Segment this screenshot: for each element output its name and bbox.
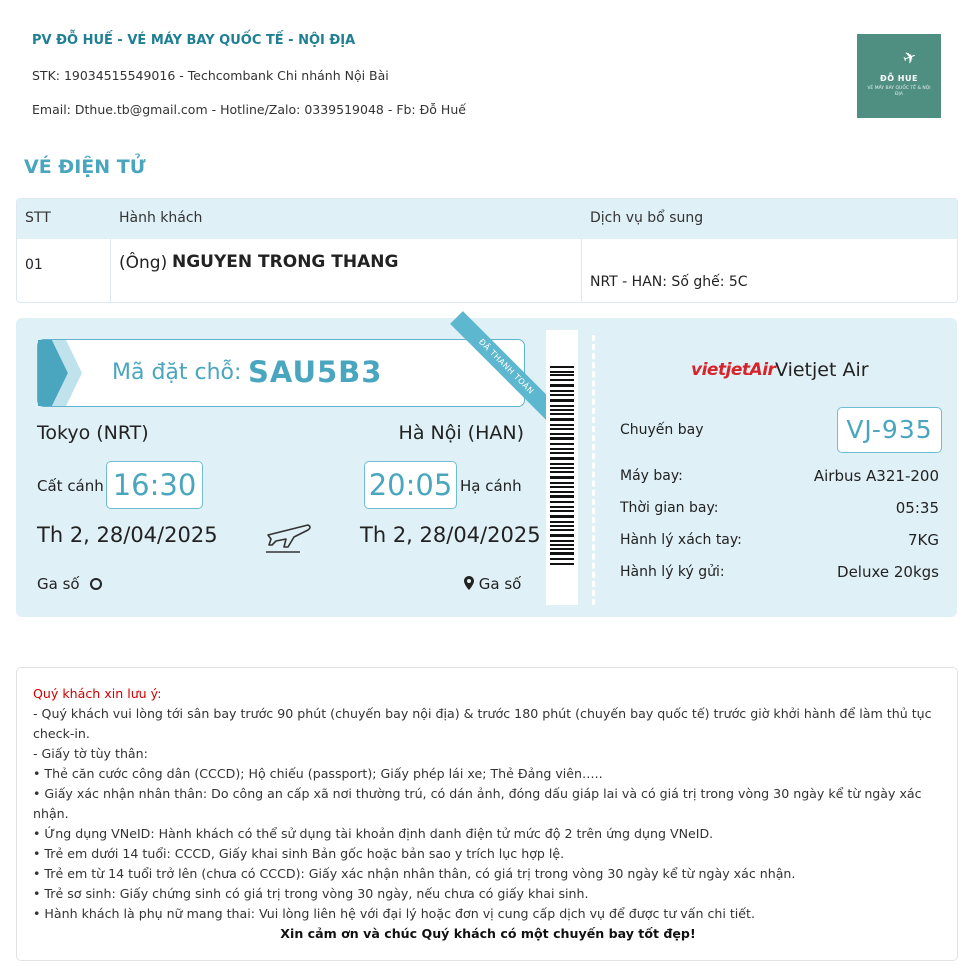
- notes-line: • Hành khách là phụ nữ mang thai: Vui lòng liên hệ với đại lý hoặc đơn vị cung cấp dịch vụ để được tư vấn chi tiết.: [33, 906, 756, 921]
- arrive-time: 20:05: [364, 461, 457, 509]
- checked-baggage-label: Hành lý ký gửi:: [620, 564, 725, 580]
- arrive-label: Hạ cánh: [460, 477, 522, 495]
- row-service: NRT - HAN: Số ghế: 5C: [590, 274, 748, 290]
- carry-on-value: 7KG: [907, 531, 939, 549]
- flight-number: VJ-935: [837, 407, 942, 453]
- depart-label: Cất cánh: [37, 477, 104, 495]
- section-title: VÉ ĐIỆN TỬ: [24, 156, 146, 178]
- notes-line: - Giấy tờ tùy thân:: [33, 746, 148, 761]
- gate-origin: [37, 575, 102, 593]
- booking-code-box: [37, 337, 536, 407]
- airplane-icon: [264, 515, 312, 555]
- header-services: Dịch vụ bổ sung: [590, 210, 704, 226]
- row-stt: 01: [25, 257, 43, 273]
- gate-destination: [464, 575, 521, 593]
- barcode: [546, 330, 578, 605]
- passenger-table: [16, 198, 958, 303]
- gate-origin-label: Ga số: [37, 575, 80, 593]
- aircraft-value: Airbus A321-200: [813, 467, 939, 485]
- chevron-arrows-icon: [38, 340, 98, 406]
- notes-line: - Quý khách vui lòng tới sân bay trước 90 phút (chuyến bay nội địa) & trước 180 phút (chuyến bay quốc tế) trước giờ khởi hành để làm thủ tục check-in.: [33, 706, 932, 741]
- carry-on-label: Hành lý xách tay:: [620, 532, 742, 548]
- column-divider: [581, 239, 582, 302]
- logo-plane-icon: ✈: [900, 46, 920, 69]
- notes-line: • Ứng dụng VNeID: Hành khách có thể sử dụng tài khoản định danh điện tử mức độ 2 trên ứng dụng VNeID.: [33, 826, 714, 841]
- arrive-date: Th 2, 28/04/2025: [360, 523, 541, 547]
- flight-label: Chuyến bay: [620, 422, 704, 438]
- row-passenger-name: NGUYEN TRONG THANG: [172, 252, 399, 272]
- depart-date: Th 2, 28/04/2025: [37, 523, 218, 547]
- location-pin-icon: [464, 576, 474, 590]
- paid-ribbon: ĐÃ THANH TOÁN: [450, 311, 562, 423]
- agency-contact: Email: Dthue.tb@gmail.com - Hotline/Zalo: 0339519048 - Fb: Đỗ Huế: [32, 102, 466, 117]
- notes-line: • Trẻ sơ sinh: Giấy chứng sinh có giá trị trong vòng 30 ngày, nếu chưa có giấy khai sinh.: [33, 886, 589, 901]
- agency-name: PV ĐỖ HUẾ - VÉ MÁY BAY QUỐC TẾ - NỘI ĐỊA: [32, 33, 356, 48]
- booking-code: SAU5B3: [248, 355, 383, 389]
- airline-name: Vietjet Air: [775, 359, 869, 381]
- gate-destination-label: Ga số: [478, 575, 522, 593]
- logo-subtext: VÉ MÁY BAY QUỐC TẾ & NỘI ĐỊA: [867, 86, 931, 97]
- notes-line: • Trẻ em từ 14 tuổi trở lên (chưa có CCCD): Giấy xác nhận nhân thân, có giá trị trong vòng 30 ngày kể từ ngày xác nhận.: [33, 866, 796, 881]
- notes-line: • Trẻ em dưới 14 tuổi: CCCD, Giấy khai sinh Bản gốc hoặc bản sao y trích lục hợp lệ.: [33, 846, 565, 861]
- agency-account: STK: 19034515549016 - Techcombank Chi nhánh Nội Bài: [32, 68, 389, 83]
- checked-baggage-value: Deluxe 20kgs: [837, 563, 939, 581]
- column-divider: [110, 239, 111, 302]
- header-passenger: Hành khách: [119, 210, 203, 226]
- aircraft-label: Máy bay:: [620, 468, 683, 484]
- header-stt: STT: [25, 210, 51, 226]
- destination-city: Hà Nội (HAN): [398, 422, 524, 444]
- origin-city: Tokyo (NRT): [37, 422, 149, 444]
- circle-icon: [90, 578, 102, 590]
- notes-box: [16, 667, 958, 961]
- agency-logo: [857, 34, 941, 118]
- airline-logo: vietjetAir: [691, 360, 776, 380]
- notes-line: • Giấy xác nhận nhân thân: Do công an cấp xã nơi thường trú, có dán ảnh, đóng dấu giáp lai và có giá trị trong vòng 30 ngày kể từ ngày xác nhận.: [33, 786, 922, 821]
- notes-closing: Xin cảm ơn và chúc Quý khách có một chuyến bay tốt đẹp!: [280, 926, 696, 941]
- booking-label: Mã đặt chỗ:: [112, 360, 242, 385]
- perforation-line: [592, 335, 595, 605]
- duration-label: Thời gian bay:: [620, 500, 719, 516]
- duration-value: 05:35: [895, 499, 939, 517]
- notes-title: Quý khách xin lưu ý:: [33, 686, 162, 701]
- row-title: (Ông): [119, 253, 168, 273]
- logo-text: ĐỖ HUE: [880, 74, 918, 83]
- notes-line: • Thẻ căn cước công dân (CCCD); Hộ chiếu (passport); Giấy phép lái xe; Thẻ Đảng viên…..: [33, 766, 603, 781]
- depart-time: 16:30: [106, 461, 203, 509]
